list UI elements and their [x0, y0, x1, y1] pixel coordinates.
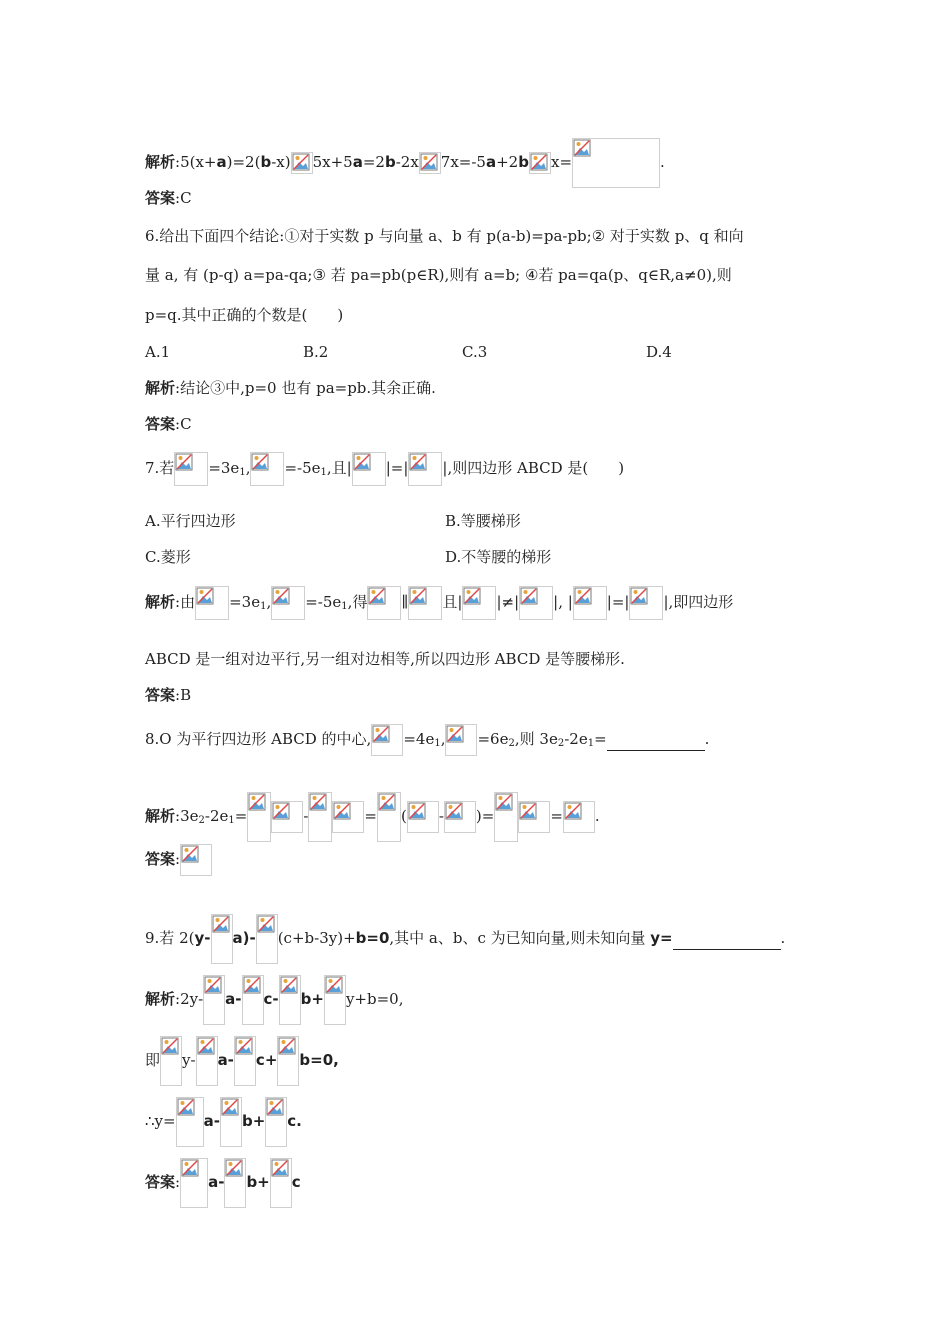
q7-analysis-line1: 解析:由 $=3e_1$, $=-5e_1$,得 ∥ 且| |≠| |, | |=| |,即四边形	[145, 586, 733, 620]
broken-image-icon	[212, 915, 230, 933]
broken-image-icon	[368, 587, 386, 605]
vector-image	[352, 452, 386, 486]
broken-image-icon	[181, 1159, 199, 1177]
broken-image-icon	[161, 1037, 179, 1055]
broken-image-icon	[378, 793, 396, 811]
q6-option-c: C.3	[462, 343, 488, 361]
vector-image	[247, 792, 271, 842]
broken-image-icon	[175, 453, 193, 471]
q6-option-d: D.4	[646, 343, 672, 361]
broken-image-icon	[278, 1037, 296, 1055]
implies-image	[529, 152, 551, 174]
analysis-label: 解析	[145, 379, 176, 397]
fraction-image	[220, 1097, 242, 1147]
broken-image-icon	[309, 793, 327, 811]
answer-label: 答案	[145, 189, 176, 207]
broken-image-icon	[235, 1037, 253, 1055]
broken-image-icon	[243, 976, 261, 994]
fraction-image	[308, 792, 332, 842]
q6-answer-line: 答案:C	[145, 415, 192, 433]
answer-label: 答案	[145, 415, 176, 433]
fraction-image	[270, 1158, 292, 1208]
broken-image-icon	[325, 976, 343, 994]
vector-image	[445, 724, 477, 756]
fraction-image	[572, 138, 660, 188]
vector-image	[573, 586, 607, 620]
vector-image	[518, 801, 550, 833]
q6-option-a: A.1	[145, 343, 171, 361]
vector-image	[519, 586, 553, 620]
q9-question-line: 9.若 2(y- a)- (c+b-3y)+b=0,其中 a、b、c 为已知向量,则未知向量 y= .	[145, 914, 785, 964]
answer-label: 答案	[145, 1173, 176, 1191]
vector-image	[271, 801, 303, 833]
fraction-image	[211, 914, 233, 964]
broken-image-icon	[446, 725, 464, 743]
broken-image-icon	[221, 1098, 239, 1116]
fraction-image	[265, 1097, 287, 1147]
broken-image-icon	[574, 587, 592, 605]
fraction-image	[377, 792, 401, 842]
q9-answer-line: 答案: a- b+ c	[145, 1158, 301, 1208]
vector-image	[250, 452, 284, 486]
vector-image	[371, 724, 403, 756]
broken-image-icon	[266, 1098, 284, 1116]
q8-analysis-line: 解析$:3e_2-2e_1=$ - = ( - )= = .	[145, 792, 600, 842]
broken-image-icon	[564, 802, 582, 820]
analysis-label: 解析	[145, 593, 176, 611]
analysis-label: 解析	[145, 807, 176, 825]
vector-image	[462, 586, 496, 620]
fraction-image	[324, 975, 346, 1025]
vector-image	[407, 801, 439, 833]
broken-image-icon	[408, 802, 426, 820]
q6-analysis-line: 解析:结论③中,p=0 也有 pa=pb.其余正确.	[145, 379, 436, 397]
q7-option-c: C.菱形	[145, 548, 191, 566]
broken-image-icon	[177, 1098, 195, 1116]
vector-image	[444, 801, 476, 833]
q6-question-line2: 量 a, 有 (p-q) a=pa-qa;③ 若 pa=pb(p∈R),则有 a=b; ④若 pa=qa(p、q∈R,a≠0),则	[145, 266, 732, 284]
q8-question-line: 8.O 为平行四边形 ABCD 的中心, $=4e_1$, $=6e_2$,则 $3e_2-2e_1=$ .	[145, 724, 709, 756]
vector-image	[408, 586, 442, 620]
vector-image	[563, 801, 595, 833]
vector-image	[332, 801, 364, 833]
answer-label: 答案	[145, 686, 176, 704]
fraction-image	[180, 1158, 208, 1208]
fraction-image	[176, 1097, 204, 1147]
broken-image-icon	[280, 976, 298, 994]
broken-image-icon	[292, 153, 310, 171]
broken-image-icon	[530, 153, 548, 171]
q5-analysis-line: 解析:5(x+a)=2(b-x) 5x+5a=2b-2x 7x=-5a+2b x= .	[145, 138, 665, 188]
q9-analysis-line3: ∴y= a- b+ c.	[145, 1097, 302, 1147]
broken-image-icon	[519, 802, 537, 820]
implies-image	[419, 152, 441, 174]
vector-image	[174, 452, 208, 486]
vector-image	[367, 586, 401, 620]
broken-image-icon	[248, 793, 266, 811]
q8-answer-line: 答案:	[145, 844, 212, 876]
fraction-image	[160, 1036, 182, 1086]
broken-image-icon	[420, 153, 438, 171]
broken-image-icon	[409, 453, 427, 471]
broken-image-icon	[463, 587, 481, 605]
q7-analysis-line2: ABCD 是一组对边平行,另一组对边相等,所以四边形 ABCD 是等腰梯形.	[145, 650, 625, 668]
q6-question-line1: 6.给出下面四个结论:①对于实数 p 与向量 a、b 有 p(a-b)=pa-pb;② 对于实数 p、q 和向	[145, 227, 744, 245]
vector-image	[271, 586, 305, 620]
broken-image-icon	[204, 976, 222, 994]
q7-answer-line: 答案:B	[145, 686, 192, 704]
fraction-image	[234, 1036, 256, 1086]
broken-image-icon	[181, 845, 199, 863]
broken-image-icon	[630, 587, 648, 605]
fraction-image	[224, 1158, 246, 1208]
q5-answer-line: 答案:C	[145, 189, 192, 207]
broken-image-icon	[197, 1037, 215, 1055]
broken-image-icon	[272, 802, 290, 820]
vector-image	[195, 586, 229, 620]
broken-image-icon	[272, 587, 290, 605]
fraction-image	[203, 975, 225, 1025]
analysis-label: 解析	[145, 990, 176, 1008]
broken-image-icon	[445, 802, 463, 820]
q7-question-line: 7.若 $=3e_1$, $=-5e_1$,且| |=| |,则四边形 ABCD 是( )	[145, 452, 624, 486]
answer-blank	[673, 927, 781, 950]
vector-image	[180, 844, 212, 876]
analysis-label: 解析	[145, 153, 176, 171]
fraction-image	[256, 914, 278, 964]
answer-blank	[607, 728, 705, 751]
broken-image-icon	[409, 587, 427, 605]
broken-image-icon	[251, 453, 269, 471]
broken-image-icon	[271, 1159, 289, 1177]
q6-option-b: B.2	[303, 343, 329, 361]
fraction-image	[277, 1036, 299, 1086]
broken-image-icon	[257, 915, 275, 933]
broken-image-icon	[573, 139, 591, 157]
q7-option-b: B.等腰梯形	[445, 512, 521, 530]
broken-image-icon	[196, 587, 214, 605]
q7-option-d: D.不等腰的梯形	[445, 548, 552, 566]
broken-image-icon	[495, 793, 513, 811]
fraction-image	[494, 792, 518, 842]
implies-image	[291, 152, 313, 174]
fraction-image	[279, 975, 301, 1025]
q7-option-a: A.平行四边形	[145, 512, 236, 530]
q9-analysis-line1: 解析:2y- a- c- b+ y+b=0,	[145, 975, 403, 1025]
broken-image-icon	[333, 802, 351, 820]
q6-question-line3: p=q.其中正确的个数是( )	[145, 306, 344, 324]
broken-image-icon	[520, 587, 538, 605]
q9-analysis-line2: 即 y- a- c+ b=0,	[145, 1036, 339, 1086]
vector-image	[629, 586, 663, 620]
answer-label: 答案	[145, 850, 176, 868]
broken-image-icon	[225, 1159, 243, 1177]
broken-image-icon	[372, 725, 390, 743]
vector-image	[408, 452, 442, 486]
fraction-image	[196, 1036, 218, 1086]
broken-image-icon	[353, 453, 371, 471]
fraction-image	[242, 975, 264, 1025]
